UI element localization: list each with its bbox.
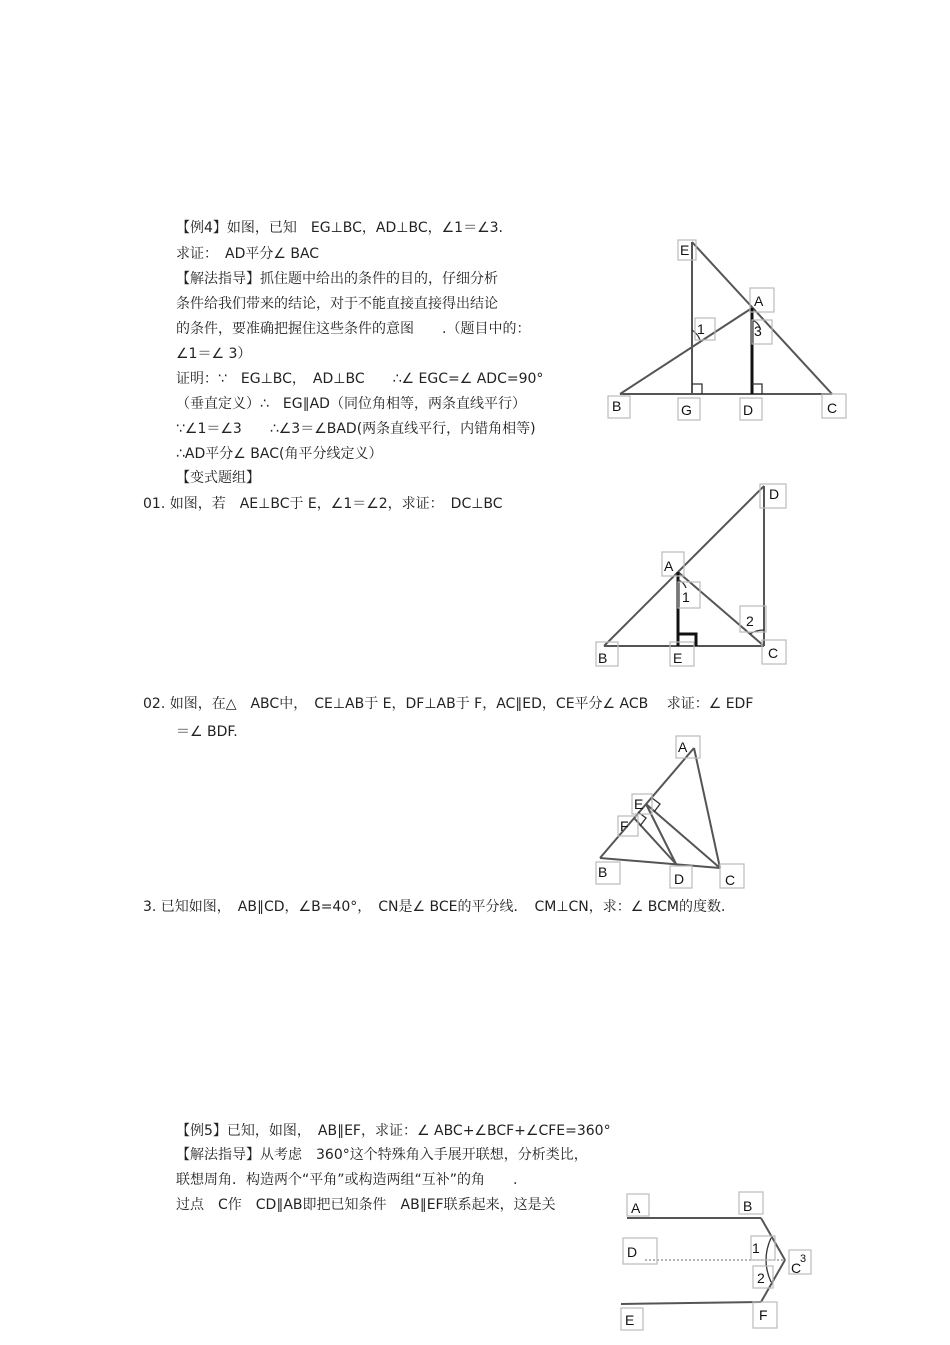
segment-ed [646,804,676,864]
point-label-a: A [664,558,674,574]
example4-proof-line4: ∴AD平分∠ BAC(角平分线定义） [176,446,383,462]
point-label-d: D [627,1244,638,1260]
point-label-d: D [769,486,780,502]
example4-guide-line2: 条件给我们带来的结论，对于不能直接直接得出结论 [176,296,498,312]
example4-proof-line1: 证明：∵ EG⊥BC， AD⊥BC ∴∠ EGC=∠ ADC=90° [176,371,544,387]
right-angle-mark-e [678,634,696,646]
angle-label-3: 3 [800,1253,807,1265]
point-label-d: D [743,402,754,418]
right-angle-mark-g [692,384,702,394]
point-label-e: E [625,1312,635,1328]
point-label-a: A [678,739,688,755]
question-3-text: 3. 已知如图， AB∥CD，∠B=40°， CN是∠ BCE的平分线． CM⊥CN，求：∠ BCM的度数． [143,899,735,915]
example4-title: 【例4】如图，已知 EG⊥BC，AD⊥BC，∠1＝∠3. [176,220,503,236]
point-label-c: C [725,872,736,888]
example5-guide-line2: 联想周角．构造两个“平角”或构造两组“互补”的角 . [176,1172,518,1188]
point-label-c: C [827,400,838,416]
example5-guide-line1: 【解法指导】从考虑 360°这个特殊角入手展开联想，分析类比， [176,1147,588,1163]
segment-ef [621,1302,761,1304]
point-label-b: B [743,1198,753,1214]
point-label-f: F [620,818,629,834]
point-label-a: A [754,293,764,309]
point-label-f: F [759,1307,768,1323]
point-label-b: B [598,650,608,666]
segment-ba [600,748,694,858]
angle-label-2: 2 [746,613,754,629]
question-01-figure [590,480,810,675]
segment-bc [600,858,720,868]
question-02-text-line2: ＝∠ BDF. [176,724,238,740]
point-label-c: C [768,645,779,661]
point-label-e: E [634,796,644,812]
example5-guide-line3: 过点 C作 CD∥AB即把已知条件 AB∥EF联系起来，这是关 [176,1197,556,1213]
example4-guide-line3: 的条件，要准确把握住这些条件的意图 .（题目中的： [176,321,531,337]
example4-guide-line4: ∠1＝∠ 3） [176,346,252,362]
example4-prove: 求证： AD平分∠ BAC [176,246,320,262]
angle-label-3: 3 [754,323,762,339]
example4-proof-line2: （垂直定义）∴ EG∥AD（同位角相等，两条直线平行） [176,396,526,412]
angle-label-1: 1 [697,321,705,337]
point-label-d: D [674,871,685,887]
point-label-c: C [791,1260,802,1276]
point-label-b: B [598,864,608,880]
example4-figure [600,230,860,430]
variants-heading: 【变式题组】 [176,470,260,486]
angle-label-1: 1 [682,589,690,605]
point-label-e: E [680,242,690,258]
point-label-b: B [612,398,622,414]
point-label-e: E [673,650,683,666]
point-label-a: A [631,1200,641,1216]
angle-label-2: 2 [757,1270,765,1286]
angle-label-1: 1 [752,1240,760,1256]
question-01-text: 01. 如图，若 AE⊥BC于 E，∠1＝∠2，求证： DC⊥BC [143,496,503,512]
example4-guide-line1: 【解法指导】抓住题中给出的条件的目的，仔细分析 [176,271,498,287]
example5-title: 【例5】已知，如图， AB∥EF，求证：∠ ABC+∠BCF+∠CFE=360° [176,1123,611,1139]
segment-ba [620,308,752,394]
example5-figure [615,1190,825,1340]
question-02-text-line1: 02. 如图，在△ ABC中， CE⊥AB于 E，DF⊥AB于 F，AC∥ED，CE平分∠ ACB 求证：∠ EDF [143,696,754,712]
question-02-figure [590,730,760,890]
point-label-g: G [681,402,692,418]
example4-proof-line3: ∵∠1＝∠3 ∴∠3＝∠BAD(两条直线平行，内错角相等) [176,421,536,437]
segment-bc [761,1218,785,1260]
